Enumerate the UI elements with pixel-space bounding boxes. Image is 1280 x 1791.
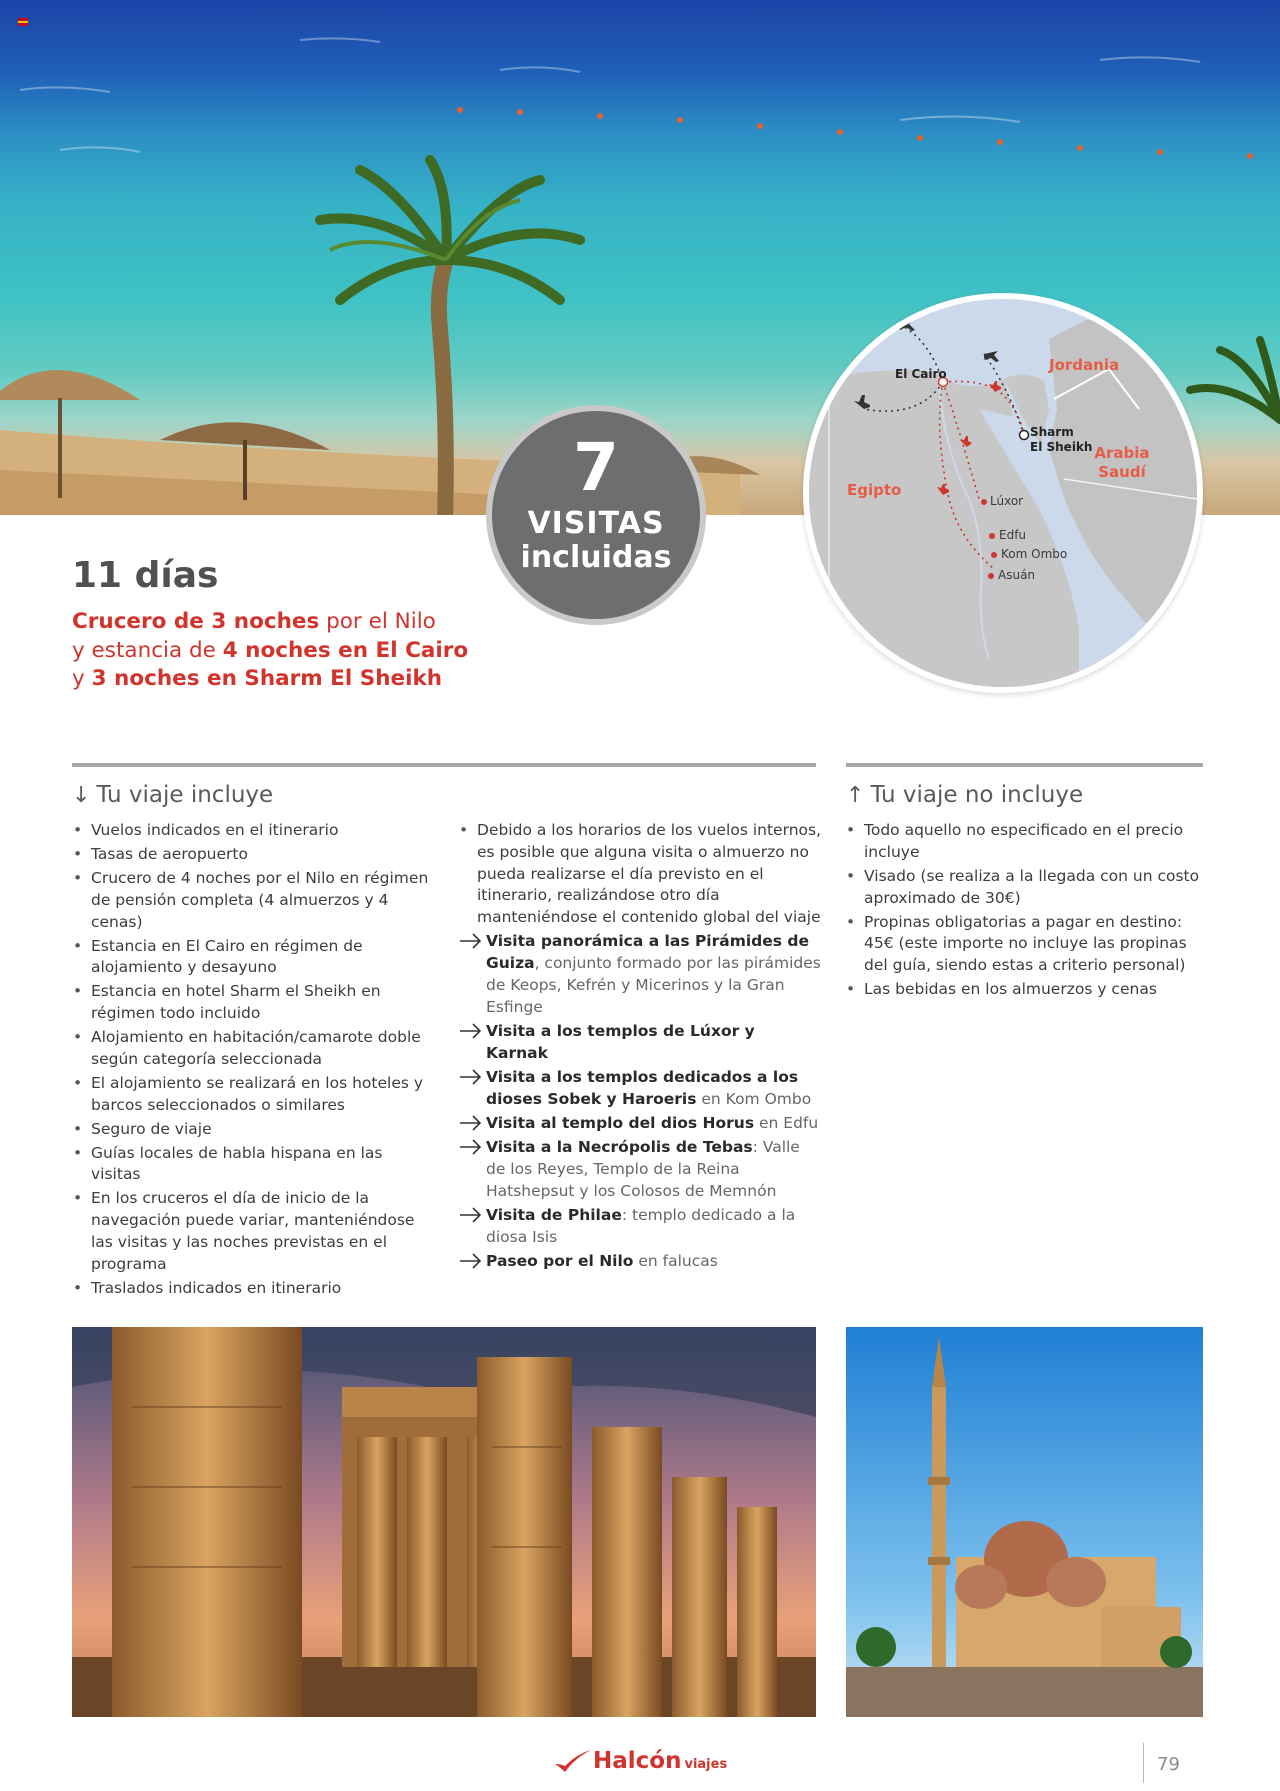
city-label-el-sheikh: El Sheikh xyxy=(1030,440,1093,454)
includes-item: • Seguro de viaje xyxy=(73,1119,435,1141)
includes-list xyxy=(73,820,435,1302)
visit-name: Visita panorámica a las Pirámides de Guiza xyxy=(486,932,810,973)
visit-item xyxy=(459,1021,821,1065)
trip-duration: 11 días xyxy=(72,555,219,596)
page-number: 79 xyxy=(1157,1754,1180,1775)
route-map xyxy=(803,293,1203,693)
brand-suffix: viajes xyxy=(684,1757,728,1772)
halcon-swoosh-icon xyxy=(553,1748,593,1776)
arrow-right-icon xyxy=(459,1068,483,1086)
bold-run: Crucero de 3 noches xyxy=(72,609,320,634)
includes-item: • Estancia en El Cairo en régimen de alojamiento y desayuno xyxy=(73,936,435,980)
arrow-right-icon xyxy=(459,1206,483,1224)
arrow-right-icon xyxy=(459,1114,483,1132)
includes-item: • Estancia en hotel Sharm el Sheikh en régimen todo incluido xyxy=(73,981,435,1025)
visits-badge xyxy=(486,405,706,625)
trip-tagline xyxy=(72,608,492,694)
included-visits-list xyxy=(459,820,821,1275)
excludes-item: • Visado (se realiza a la llegada con un costo aproximado de 30€) xyxy=(846,866,1208,910)
visit-detail: , conjunto formado por las pirámides de Keops, Kefrén y Micerinos y la Gran Esfinge xyxy=(486,954,821,1016)
arrow-down-icon: ↓ xyxy=(72,783,91,808)
brand-name xyxy=(593,1748,727,1774)
visit-name: Paseo por el Nilo xyxy=(486,1251,634,1270)
badge-label: VISITAS xyxy=(527,506,665,541)
visit-name: Visita a los templos dedicados a los dioses Sobek y Haroeris xyxy=(486,1067,799,1108)
includes-heading xyxy=(72,782,273,808)
bold-run: 4 noches en El Cairo xyxy=(222,637,469,663)
visit-name: Visita a la Necrópolis de Tebas xyxy=(486,1138,753,1157)
flights-note: • Debido a los horarios de los vuelos internos, es posible que alguna visita o almuerzo no pueda realizarse el día previsto en el itinerario, realizándose otro día manteniéndose el contenido global del viaje xyxy=(459,820,821,929)
visit-item xyxy=(459,1113,821,1135)
visit-detail: en Kom Ombo xyxy=(696,1089,812,1108)
arrow-up-icon: ↑ xyxy=(846,783,865,808)
arrow-right-icon xyxy=(459,1022,483,1040)
excludes-divider xyxy=(846,763,1203,767)
visit-detail: : Valle de los Reyes, Templo de la Reina Hatshepsut y los Colosos de Memnón xyxy=(486,1138,800,1200)
country-label-jordania: Jordania xyxy=(1049,356,1120,374)
tagline-line xyxy=(72,637,492,666)
badge-sublabel: incluidas xyxy=(520,540,672,575)
city-label-asuan: Asuán xyxy=(998,568,1036,582)
visit-item xyxy=(459,1251,821,1273)
country-label-arabia-saudi: Arabia Saudí xyxy=(1094,444,1150,481)
includes-item: • En los cruceros el día de inicio de la navegación puede variar, manteniéndose las visitas y las noches previstas en el programa xyxy=(73,1188,435,1275)
visit-detail: : templo dedicado a la diosa Isis xyxy=(486,1205,796,1246)
language-flag-icon xyxy=(18,18,28,26)
includes-item: • Vuelos indicados en el itinerario xyxy=(73,820,435,842)
arrow-right-icon xyxy=(459,1252,483,1270)
visit-item xyxy=(459,1067,821,1111)
badge-number: 7 xyxy=(573,429,619,506)
includes-item: • Alojamiento en habitación/camarote doble según categoría seleccionada xyxy=(73,1027,435,1071)
excludes-list xyxy=(846,820,1208,1003)
includes-divider xyxy=(72,763,816,767)
excludes-item: • Todo aquello no especificado en el precio incluye xyxy=(846,820,1208,864)
kom-ombo-temple-photo xyxy=(72,1327,816,1717)
visit-item xyxy=(459,1137,821,1202)
visit-item xyxy=(459,1205,821,1249)
visit-name: Visita de Philae xyxy=(486,1205,622,1224)
includes-item: • Tasas de aeropuerto xyxy=(73,844,435,866)
includes-item: • Guías locales de habla hispana en las visitas xyxy=(73,1143,435,1187)
arrow-right-icon xyxy=(459,1138,483,1156)
includes-item: • Crucero de 4 noches por el Nilo en régimen de pensión completa (4 almuerzos y 4 cenas) xyxy=(73,868,435,933)
arrow-right-icon xyxy=(459,932,483,950)
city-label-kom-ombo: Kom Ombo xyxy=(1001,547,1068,561)
city-label-cairo: El Cairo xyxy=(895,367,947,381)
page-number-divider xyxy=(1143,1743,1144,1783)
excludes-heading xyxy=(846,782,1083,808)
visit-detail: en falucas xyxy=(633,1251,718,1270)
includes-item: • El alojamiento se realizará en los hoteles y barcos seleccionados o similares xyxy=(73,1073,435,1117)
temple-scene xyxy=(72,1327,816,1717)
mosque-scene xyxy=(846,1327,1203,1717)
brand-text: Halcón xyxy=(593,1748,682,1774)
visit-name: Visita al templo del dios Horus xyxy=(486,1113,755,1132)
text-run: por el Nilo xyxy=(319,609,436,634)
trip-title-block xyxy=(72,555,492,694)
city-label-sharm: Sharm xyxy=(1030,425,1074,439)
tagline-line xyxy=(72,608,492,637)
city-label-edfu: Edfu xyxy=(999,528,1027,542)
includes-heading-text: Tu viaje incluye xyxy=(96,782,274,808)
visit-name: Visita a los templos de Lúxor y Karnak xyxy=(486,1021,755,1062)
excludes-heading-text: Tu viaje no incluye xyxy=(870,782,1084,808)
visit-detail: en Edfu xyxy=(754,1113,819,1132)
country-label-egipto: Egipto xyxy=(847,481,902,499)
sharm-mosque-photo xyxy=(846,1327,1203,1717)
text-run: y xyxy=(72,666,92,691)
bold-run: 3 noches en Sharm El Sheikh xyxy=(91,666,443,691)
city-label-luxor: Lúxor xyxy=(990,494,1024,508)
excludes-item: • Las bebidas en los almuerzos y cenas xyxy=(846,979,1208,1001)
text-run: y estancia de xyxy=(72,637,223,663)
includes-item: • Traslados indicados en itinerario xyxy=(73,1278,435,1300)
visit-item xyxy=(459,931,821,1018)
excludes-item: • Propinas obligatorias a pagar en destino: 45€ (este importe no incluye las propinas del guía, siendo estas a criterio personal) xyxy=(846,912,1208,977)
tagline-line xyxy=(72,665,492,694)
